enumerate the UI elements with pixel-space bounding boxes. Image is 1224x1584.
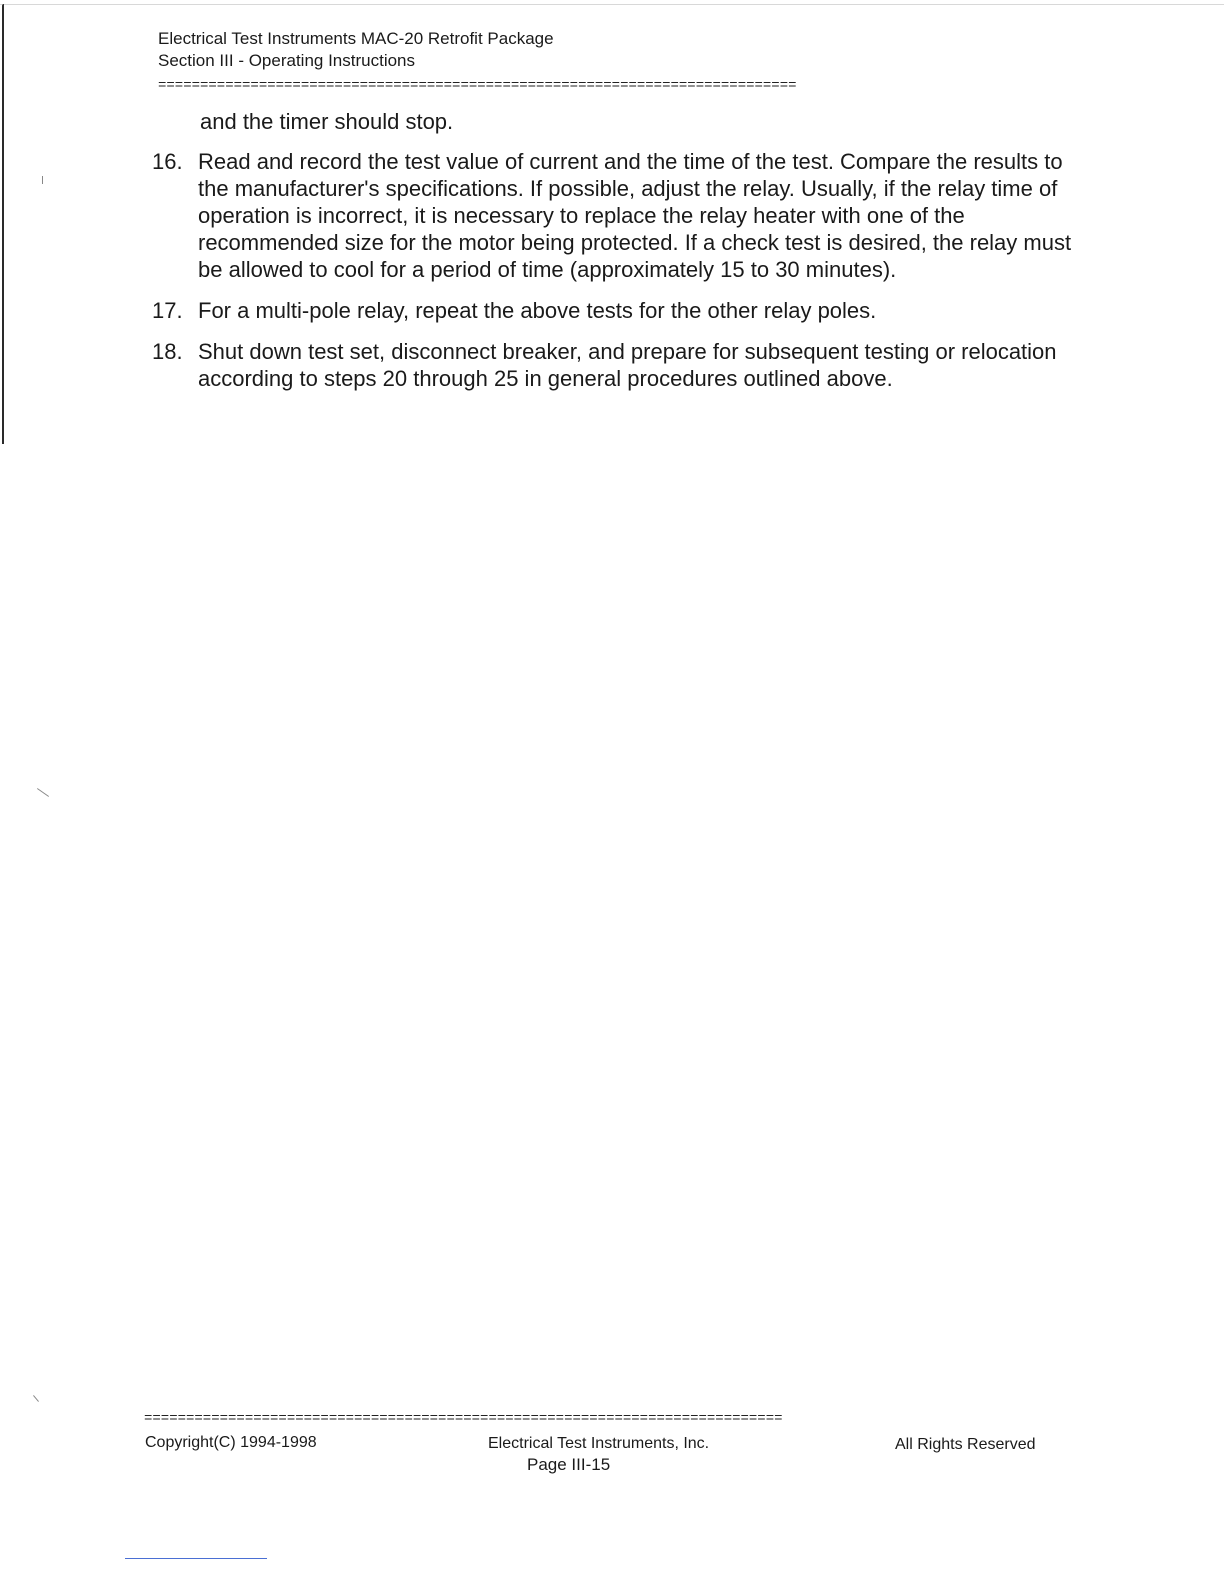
footer-company: Electrical Test Instruments, Inc. xyxy=(488,1435,710,1452)
footer-rule: ============================================================================ xyxy=(144,1411,783,1427)
step-text: For a multi-pole relay, repeat the above tests for the other relay poles. xyxy=(198,298,877,323)
header-section: Section III - Operating Instructions xyxy=(158,51,416,70)
step-text: Shut down test set, disconnect breaker, and prepare for subsequent testing or relocation according to steps 20 through 25 in general procedures outlined above. xyxy=(198,339,1057,391)
list-item xyxy=(152,297,1077,324)
scan-mark xyxy=(42,176,43,184)
list-item xyxy=(152,338,1077,392)
scan-edge-top xyxy=(0,4,1224,5)
scan-edge-left xyxy=(2,4,4,444)
step-number: 18. xyxy=(152,339,183,364)
step-list xyxy=(152,148,1077,406)
step-number: 17. xyxy=(152,298,183,323)
page-header xyxy=(158,28,554,72)
page-number: Page III-15 xyxy=(527,1455,611,1474)
list-item xyxy=(152,148,1077,283)
scan-artifact-line xyxy=(125,1558,267,1559)
scan-mark xyxy=(37,788,49,797)
scan-mark xyxy=(33,1395,39,1402)
footer-rights: All Rights Reserved xyxy=(895,1436,1036,1453)
footer-copyright: Copyright(C) 1994-1998 xyxy=(145,1434,317,1451)
continuation-text: and the timer should stop. xyxy=(200,109,454,134)
header-title: Electrical Test Instruments MAC-20 Retrofit Package xyxy=(158,29,554,48)
step-number: 16. xyxy=(152,149,183,174)
step-text: Read and record the test value of current and the time of the test. Compare the results to the manufacturer's specifications. If possible, adjust the relay. Usually, if the relay time of operation is incorrect, it is necessary to replace the relay heater with one of the recommended size for the motor being protected. If a check test is desired, the relay must be allowed to cool for a period of time (approximately 15 to 30 minutes). xyxy=(198,149,1072,282)
header-rule: ============================================================================ xyxy=(158,78,797,94)
